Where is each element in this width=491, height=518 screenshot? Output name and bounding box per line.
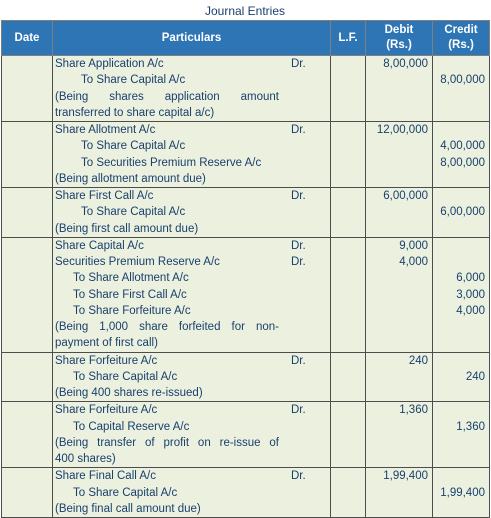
debit-amount [366, 303, 432, 319]
debit-amount [366, 319, 432, 335]
particulars-text: (Being first call amount due) [55, 222, 199, 235]
credit-amount [433, 468, 489, 484]
narration-line [53, 319, 330, 335]
lf-cell [331, 352, 366, 402]
credit-account-line [53, 287, 330, 303]
debit-amount [366, 335, 432, 351]
particulars-text: To Share Allotment A/c [73, 272, 189, 285]
date-cell [2, 188, 53, 238]
dr-marker: Dr. [291, 354, 306, 367]
particulars-text: (Being final call amount due) [55, 502, 201, 515]
journal-entry [2, 237, 490, 352]
credit-account-line [53, 485, 330, 501]
debit-cell [366, 237, 433, 352]
dr-marker: Dr. [291, 404, 306, 417]
particulars-cell [53, 122, 331, 188]
debit-account-line [53, 238, 330, 254]
particulars-text: To Share Forfeiture A/c [73, 304, 191, 317]
header-debit-unit: (Rs.) [386, 39, 412, 51]
date-cell [2, 122, 53, 188]
debit-amount: 4,000 [399, 256, 428, 268]
journal-table [1, 20, 490, 518]
particulars-text: (Being shares application amount [55, 90, 279, 103]
particulars-text: (Being 400 shares re-issued) [55, 387, 203, 399]
credit-account-line [53, 138, 330, 154]
date-cell [2, 468, 53, 518]
particulars-text: To Share Capital A/c [81, 74, 186, 87]
credit-amount [433, 353, 489, 369]
credit-cell [433, 122, 490, 188]
debit-amount [366, 485, 432, 501]
narration-line [53, 89, 330, 105]
debit-amount [366, 419, 432, 435]
credit-account-line [53, 303, 330, 319]
particulars-cell [53, 402, 331, 468]
particulars-text: To Capital Reserve A/c [73, 420, 190, 433]
journal-document [1, 0, 489, 515]
credit-amount [433, 89, 489, 105]
particulars-text: Share Forfeiture A/c [55, 354, 158, 367]
narration-line [53, 335, 330, 351]
debit-account-line [53, 56, 330, 72]
particulars-text: Share First Call A/c [55, 190, 154, 202]
credit-amount [433, 105, 489, 121]
particulars-text: Share Application A/c [55, 58, 164, 70]
dr-marker: Dr. [291, 58, 306, 70]
particulars-text: To Share Capital A/c [81, 140, 186, 153]
debit-cell [366, 352, 433, 402]
debit-amount [366, 270, 432, 286]
debit-amount: 9,000 [399, 239, 428, 252]
narration-line [53, 221, 330, 237]
credit-cell [433, 237, 490, 352]
debit-cell [366, 188, 433, 238]
dr-marker: Dr. [291, 124, 306, 136]
debit-amount: 12,00,000 [376, 124, 428, 136]
particulars-cell [53, 352, 331, 402]
debit-amount [366, 204, 432, 220]
particulars-text: (Being 1,000 share forfeited for non- [55, 321, 279, 333]
particulars-text: Share Allotment A/c [55, 124, 156, 136]
dr-marker: Dr. [291, 239, 306, 252]
credit-amount [433, 319, 489, 335]
debit-amount: 240 [408, 354, 428, 367]
header-credit-label: Credit [444, 24, 478, 36]
credit-amount: 1,99,400 [440, 486, 485, 499]
credit-amount [433, 188, 489, 204]
date-cell [2, 56, 53, 122]
debit-amount [366, 89, 432, 105]
debit-amount: 1,360 [399, 404, 428, 417]
debit-amount: 1,99,400 [383, 470, 428, 483]
header-particulars: Particulars [53, 21, 331, 56]
lf-cell [331, 188, 366, 238]
credit-cell [433, 188, 490, 238]
debit-account-line [53, 188, 330, 204]
lf-cell [331, 56, 366, 122]
credit-cell [433, 468, 490, 518]
date-cell [2, 402, 53, 468]
credit-account-line [53, 204, 330, 220]
particulars-text: Share Forfeiture A/c [55, 404, 158, 417]
particulars-cell [53, 188, 331, 238]
credit-amount: 3,000 [456, 288, 485, 301]
particulars-text: Share Final Call A/c [55, 470, 156, 483]
journal-entry [2, 352, 490, 402]
debit-account-line [53, 468, 330, 484]
credit-amount [433, 56, 489, 72]
credit-amount: 6,00,000 [440, 206, 485, 219]
journal-entry [2, 468, 490, 518]
debit-amount [366, 138, 432, 154]
header-row [2, 21, 490, 56]
debit-amount [366, 369, 432, 385]
particulars-text: 400 shares) [55, 453, 116, 465]
dr-marker: Dr. [291, 470, 306, 483]
header-credit-unit: (Rs.) [448, 39, 474, 51]
header-date: Date [2, 21, 53, 56]
credit-amount [433, 385, 489, 401]
debit-account-line [53, 254, 330, 270]
credit-cell [433, 402, 490, 468]
credit-amount [433, 435, 489, 451]
page-title: Journal Entries [204, 4, 286, 18]
debit-cell [366, 468, 433, 518]
debit-amount [366, 451, 432, 467]
narration-line [53, 385, 330, 401]
credit-amount [433, 335, 489, 351]
credit-amount [433, 254, 489, 270]
credit-cell [433, 56, 490, 122]
header-debit [366, 21, 433, 56]
particulars-text: To Securities Premium Reserve A/c [81, 156, 262, 169]
particulars-cell [53, 237, 331, 352]
journal-body [2, 56, 490, 518]
credit-amount: 4,000 [456, 304, 485, 317]
credit-amount: 240 [465, 370, 485, 383]
debit-account-line [53, 353, 330, 369]
debit-account-line [53, 122, 330, 138]
credit-amount [433, 221, 489, 237]
lf-cell [331, 237, 366, 352]
particulars-text: To Share First Call A/c [73, 288, 187, 301]
credit-account-line [53, 419, 330, 435]
debit-amount: 6,00,000 [383, 190, 428, 202]
particulars-text: Securities Premium Reserve A/c [55, 256, 220, 268]
narration-line [53, 105, 330, 121]
particulars-text: (Being allotment amount due) [55, 172, 206, 185]
dr-marker: Dr. [291, 190, 306, 202]
particulars-text: transferred to share capital a/c) [55, 106, 215, 119]
narration-line [53, 171, 330, 187]
debit-amount [366, 435, 432, 451]
debit-amount [366, 72, 432, 88]
debit-amount [366, 171, 432, 187]
debit-cell [366, 122, 433, 188]
credit-amount [433, 122, 489, 138]
particulars-cell [53, 56, 331, 122]
narration-line [53, 435, 330, 451]
debit-amount [366, 385, 432, 401]
credit-amount: 1,360 [456, 420, 485, 433]
debit-amount: 8,00,000 [383, 58, 428, 70]
narration-line [53, 451, 330, 467]
debit-cell [366, 56, 433, 122]
particulars-text: To Share Capital A/c [81, 206, 186, 219]
particulars-text: To Share Capital A/c [73, 486, 178, 499]
journal-entry [2, 122, 490, 188]
credit-account-line [53, 72, 330, 88]
narration-line [53, 501, 330, 517]
debit-account-line [53, 402, 330, 418]
particulars-text: To Share Capital A/c [73, 370, 178, 383]
credit-amount [433, 501, 489, 517]
debit-amount [366, 221, 432, 237]
journal-entry [2, 402, 490, 468]
lf-cell [331, 122, 366, 188]
debit-amount [366, 155, 432, 171]
debit-amount [366, 501, 432, 517]
particulars-text: (Being transfer of profit on re-issue of [55, 436, 279, 449]
date-cell [2, 352, 53, 402]
credit-amount: 6,000 [456, 272, 485, 285]
header-debit-label: Debit [384, 24, 414, 36]
credit-amount [433, 171, 489, 187]
credit-account-line [53, 270, 330, 286]
credit-amount: 8,00,000 [440, 156, 485, 169]
credit-cell [433, 352, 490, 402]
date-cell [2, 237, 53, 352]
particulars-text: payment of first call) [55, 337, 158, 350]
debit-amount [366, 105, 432, 121]
credit-amount: 8,00,000 [440, 74, 485, 87]
credit-account-line [53, 369, 330, 385]
debit-cell [366, 402, 433, 468]
credit-amount [433, 402, 489, 418]
debit-amount [366, 287, 432, 303]
particulars-cell [53, 468, 331, 518]
credit-amount: 4,00,000 [440, 140, 485, 153]
lf-cell [331, 468, 366, 518]
lf-cell [331, 402, 366, 468]
header-lf: L.F. [331, 21, 366, 56]
journal-entry [2, 56, 490, 122]
credit-account-line [53, 155, 330, 171]
particulars-text: Share Capital A/c [55, 239, 144, 252]
journal-entry [2, 188, 490, 238]
credit-amount [433, 451, 489, 467]
credit-amount [433, 238, 489, 254]
dr-marker: Dr. [291, 256, 306, 268]
header-credit [433, 21, 490, 56]
